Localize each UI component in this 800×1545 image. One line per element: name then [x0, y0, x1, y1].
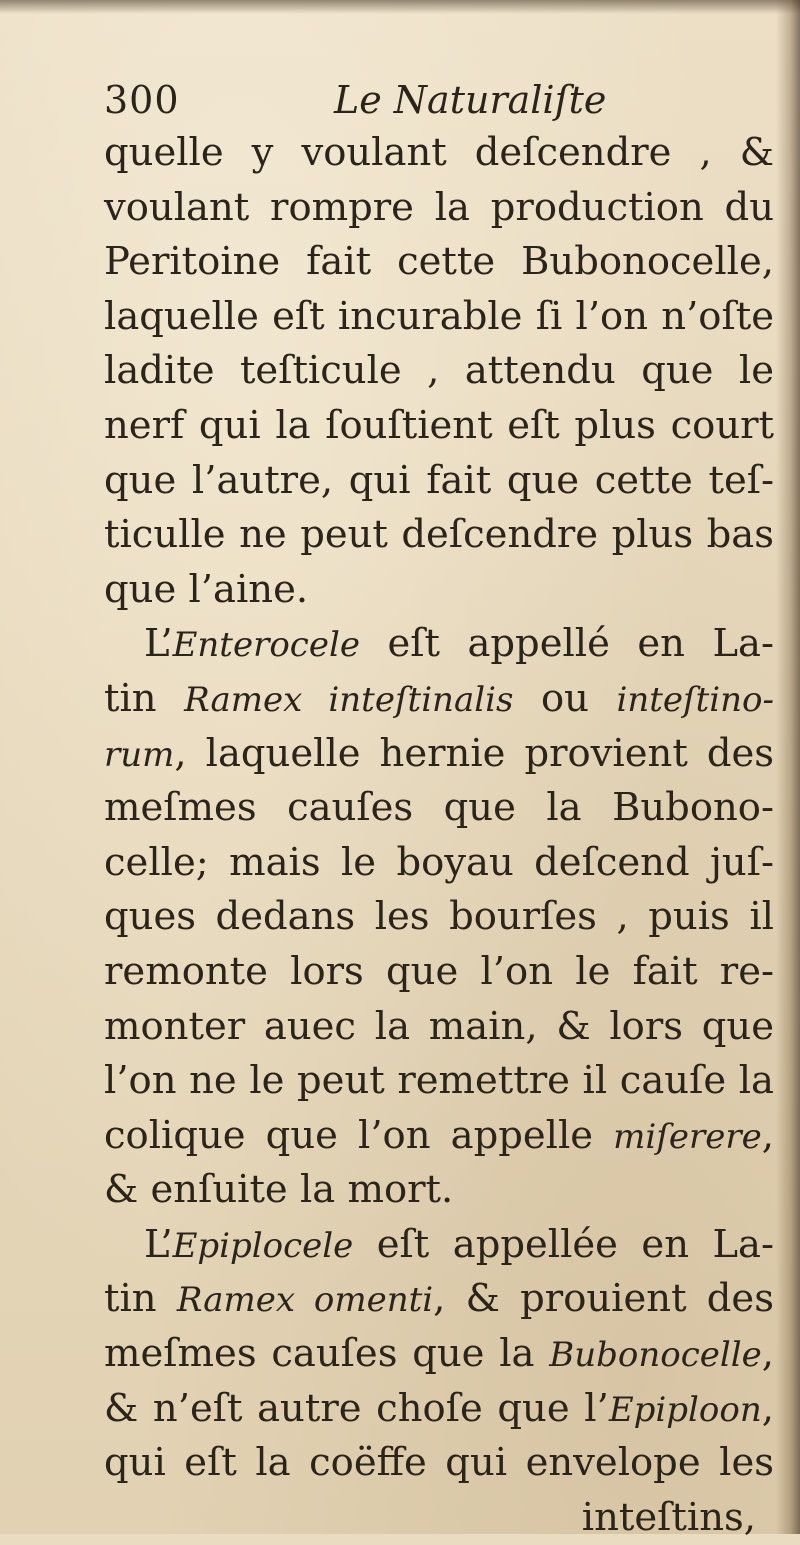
text-line: qui eſt la coëffe qui envelope les — [104, 1440, 774, 1486]
text-line: tin Ramex inteſtinalis ou inteſtino- — [104, 675, 774, 721]
text-line: laquelle eſt incurable ſi l’on n’oſte — [104, 293, 774, 339]
italic-term: Epiploon — [608, 1389, 762, 1430]
text-line: rum, laquelle hernie provient des — [104, 730, 774, 776]
page-gutter-shadow — [776, 0, 800, 1534]
body-text — [104, 126, 774, 1545]
italic-term: Epiplocele — [172, 1225, 354, 1266]
italic-term: miſerere — [613, 1116, 762, 1157]
italic-term: Ramex inteſtinalis — [184, 679, 514, 720]
text-line: ladite teſticule , attendu que le — [104, 348, 774, 394]
text-line: meſmes cauſes que la Bubono- — [104, 785, 774, 831]
page-top-edge — [0, 0, 800, 14]
text-line: que l’aine. — [104, 566, 309, 612]
italic-term: inteſtino- — [616, 679, 774, 720]
text-line: & n’eſt autre choſe que l’Epiploon, — [104, 1385, 774, 1431]
text-line: tin Ramex omenti, & prouient des — [104, 1276, 774, 1322]
text-line: remonte lors que l’on le fait re- — [104, 948, 774, 994]
text-line: nerf qui la ſouſtient eſt plus court — [104, 402, 774, 448]
text-line: quelle y voulant deſcendre , & — [104, 130, 774, 175]
text-line: meſmes cauſes que la Bubonocelle, — [104, 1331, 774, 1377]
text-line: ticulle ne peut deſcendre plus bas — [104, 512, 774, 558]
text-line: l’on ne le peut remettre il cauſe la — [104, 1058, 774, 1104]
page-header — [104, 78, 744, 128]
italic-term: rum — [104, 734, 175, 775]
text-line: colique que l’on appelle miſerere, — [104, 1112, 774, 1158]
text-line: voulant rompre la production du — [104, 184, 774, 230]
italic-term: Enterocele — [172, 625, 360, 666]
text-line: & enſuite la mort. — [104, 1167, 454, 1213]
catchword: inteſtins, — [581, 1494, 756, 1540]
text-line: que l’autre, qui fait que cette teſ- — [104, 457, 774, 503]
text-line: ques dedans les bourſes , puis il — [104, 894, 774, 940]
text-line: Peritoine fait cette Bubonocelle, — [104, 239, 774, 285]
text-line: celle; mais le boyau deſcend juſ- — [104, 839, 774, 885]
italic-term: Ramex omenti — [176, 1280, 434, 1321]
text-line: monter auec la main, & lors que — [104, 1003, 774, 1049]
page-number: 300 — [104, 78, 180, 122]
italic-term: Bubonocelle — [549, 1335, 762, 1376]
text-line: L’Enterocele eſt appellé en La- — [144, 621, 774, 667]
running-title: Le Naturaliſte — [334, 78, 607, 122]
text-line: L’Epiplocele eſt appellée en La- — [144, 1221, 774, 1267]
